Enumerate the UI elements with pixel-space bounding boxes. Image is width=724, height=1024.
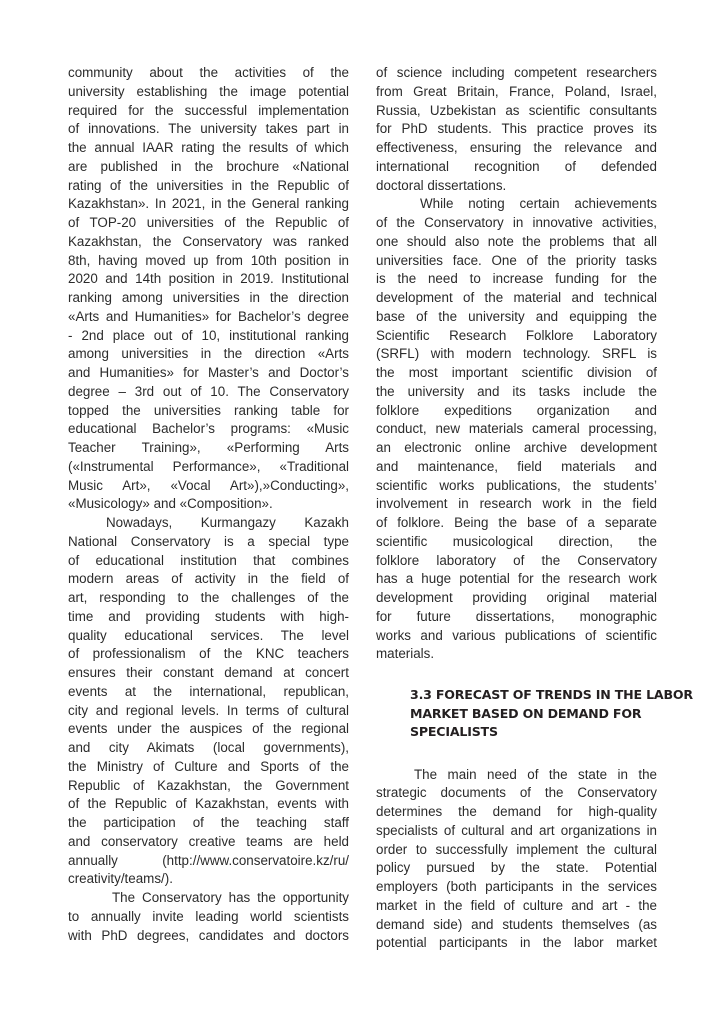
text-line: and city Akimats (local governments),: [68, 740, 349, 755]
section-heading-line: MARKET BASED ON DEMAND FOR: [410, 705, 642, 721]
text-line: ranking among universities in the direction: [68, 290, 349, 305]
text-line: events under the auspices of the regional: [68, 721, 349, 737]
text-line: the annual IAAR rating the results of which: [68, 140, 349, 155]
right-column: [376, 64, 693, 953]
text-line: involvement in research work in the field: [376, 496, 657, 512]
text-line: to annually invite leading world scientists: [68, 908, 349, 924]
text-line: one should also note the problems that all: [376, 233, 657, 249]
text-line: materials.: [376, 646, 435, 662]
text-line: doctoral dissertations.: [376, 177, 507, 193]
paragraph-conservatory-profile: [68, 514, 349, 889]
text-line: conduct, new materials cameral processing,: [376, 421, 657, 437]
text-line: of TOP-20 universities of the Republic of: [68, 215, 349, 230]
text-line: topped the universities ranking table for: [68, 402, 349, 418]
text-line: Scientific Research Folklore Laboratory: [376, 327, 657, 343]
text-line: annually (http://www.conservatoire.kz/ru/: [68, 852, 349, 868]
text-line: from Great Britain, France, Poland, Israel,: [376, 83, 657, 99]
text-line: determines the demand for high-quality: [376, 804, 657, 819]
text-line: creativity/teams/).: [68, 871, 173, 887]
text-line: for future dissertations, monographic: [376, 608, 657, 624]
text-line: Music Art», «Vocal Art»),»Conducting»,: [68, 477, 349, 493]
text-line: the Ministry of Culture and Sports of the: [68, 758, 349, 774]
paragraph-scientific-consultants: [376, 64, 657, 195]
text-line: Russia, Uzbekistan as scientific consultants: [376, 102, 657, 118]
text-line: folklore laboratory of the Conservatory: [376, 552, 657, 568]
text-line: specialists of cultural and art organizations in: [376, 822, 657, 838]
text-line: «Musicology» and «Composition».: [68, 496, 273, 512]
text-line: of educational institution that combines: [68, 552, 349, 568]
text-line: of folklore. Being the base of a separate: [376, 515, 657, 530]
text-line: is the need to increase funding for the: [376, 271, 657, 287]
text-line: community about the activities of the: [68, 65, 349, 80]
text-line: of science including competent researchers: [376, 65, 657, 80]
text-line: with PhD degrees, candidates and doctors: [68, 927, 349, 943]
text-line: Nowadays, Kurmangazy Kazakh: [106, 515, 349, 530]
paragraph-ranking: [68, 64, 349, 514]
text-line: «Arts and Humanities» for Bachelor’s degree: [68, 308, 349, 324]
text-line: folklore expeditions organization and: [376, 402, 657, 418]
text-line: scientific works publications, the students’: [376, 477, 657, 493]
text-line: - 2nd place out of 10, institutional ranking: [68, 327, 349, 343]
paragraph-invited-scientists: [68, 889, 349, 945]
text-line: Teacher Training», «Performing Arts: [68, 440, 349, 455]
text-line: Republic of Kazakhstan, the Government: [68, 777, 349, 793]
text-line: employers (both participants in the services: [376, 879, 657, 894]
text-line: Kazakhstan». In 2021, in the General ranking: [68, 196, 349, 212]
left-column: [68, 64, 349, 945]
text-line: events at the international, republican,: [68, 683, 349, 699]
text-line: The Conservatory has the opportunity: [112, 890, 349, 905]
text-line: of the Republic of Kazakhstan, events with: [68, 796, 349, 812]
section-heading-line: 3.3 FORECAST OF TRENDS IN THE LABOR: [410, 687, 693, 702]
text-line: The main need of the state in the: [414, 766, 657, 782]
text-line: development providing original material: [376, 590, 657, 605]
text-line: («Instrumental Performance», «Traditional: [68, 458, 349, 474]
text-line: strategic documents of the Conservatory: [376, 785, 657, 801]
text-line: While noting certain achievements: [420, 196, 657, 212]
text-line: and Humanities» for Master’s and Doctor’s: [68, 365, 349, 380]
text-line: modern areas of activity in the field of: [68, 571, 349, 587]
text-line: educational Bachelor’s programs: «Music: [68, 421, 349, 437]
text-line: of the Conservatory in innovative activities,: [376, 215, 657, 230]
text-line: an electronic online archive development: [376, 440, 657, 455]
section-heading: [376, 686, 693, 742]
text-line: development of the material and technical: [376, 290, 657, 305]
text-line: are published in the brochure «National: [68, 158, 349, 174]
text-line: of innovations. The university takes part in: [68, 121, 349, 137]
text-line: (SRFL) with modern technology. SRFL is: [376, 346, 657, 362]
text-line: of professionalism of the KNC teachers: [68, 646, 349, 662]
text-line: market in the field of culture and art - the: [376, 897, 657, 913]
text-line: among universities in the direction «Arts: [68, 346, 349, 362]
text-line: scientific musicological direction, the: [376, 533, 657, 549]
text-line: degree – 3rd out of 10. The Conservatory: [68, 383, 349, 399]
text-line: 2020 and 14th position in 2019. Institutional: [68, 271, 349, 287]
text-line: has a huge potential for the research work: [376, 571, 657, 587]
text-line: city and regional levels. In terms of cultural: [68, 702, 349, 718]
text-line: potential participants in the labor market: [376, 935, 657, 951]
text-line: university establishing the image potential: [68, 83, 349, 99]
text-line: effectiveness, ensuring the relevance and: [376, 140, 657, 155]
paragraph-problems-srfl: [376, 195, 657, 664]
text-line: policy pursued by the state. Potential: [376, 860, 657, 876]
section-heading-line: SPECIALISTS: [410, 724, 498, 739]
text-line: and maintenance, field materials and: [376, 458, 657, 474]
text-line: the university and its tasks include the: [376, 383, 657, 399]
text-line: and conservatory creative teams are held: [68, 833, 349, 849]
text-line: for PhD students. This practice proves its: [376, 121, 657, 137]
text-line: 8th, having moved up from 10th position in: [68, 252, 349, 268]
text-line: art, responding to the challenges of the: [68, 590, 349, 605]
text-line: the participation of the teaching staff: [68, 815, 349, 830]
text-line: order to successfully implement the cultural: [376, 841, 657, 857]
text-line: the most important scientific division of: [376, 365, 657, 380]
text-line: quality educational services. The level: [68, 627, 349, 643]
text-line: Kazakhstan, the Conservatory was ranked: [68, 233, 349, 249]
text-line: National Conservatory is a special type: [68, 533, 349, 549]
text-line: ensures their constant demand at concert: [68, 665, 349, 680]
text-line: demand side) and students themselves (as: [376, 916, 657, 932]
paragraph-labor-market-demand: [376, 766, 657, 954]
text-line: base of the university and equipping the: [376, 308, 657, 324]
text-line: works and various publications of scientific: [376, 627, 657, 643]
text-line: international recognition of defended: [376, 158, 657, 174]
text-line: rating of the universities in the Republic of: [68, 177, 349, 193]
text-line: universities face. One of the priority tasks: [376, 252, 657, 268]
text-line: time and providing students with high-: [68, 608, 349, 624]
text-line: required for the successful implementation: [68, 102, 349, 118]
